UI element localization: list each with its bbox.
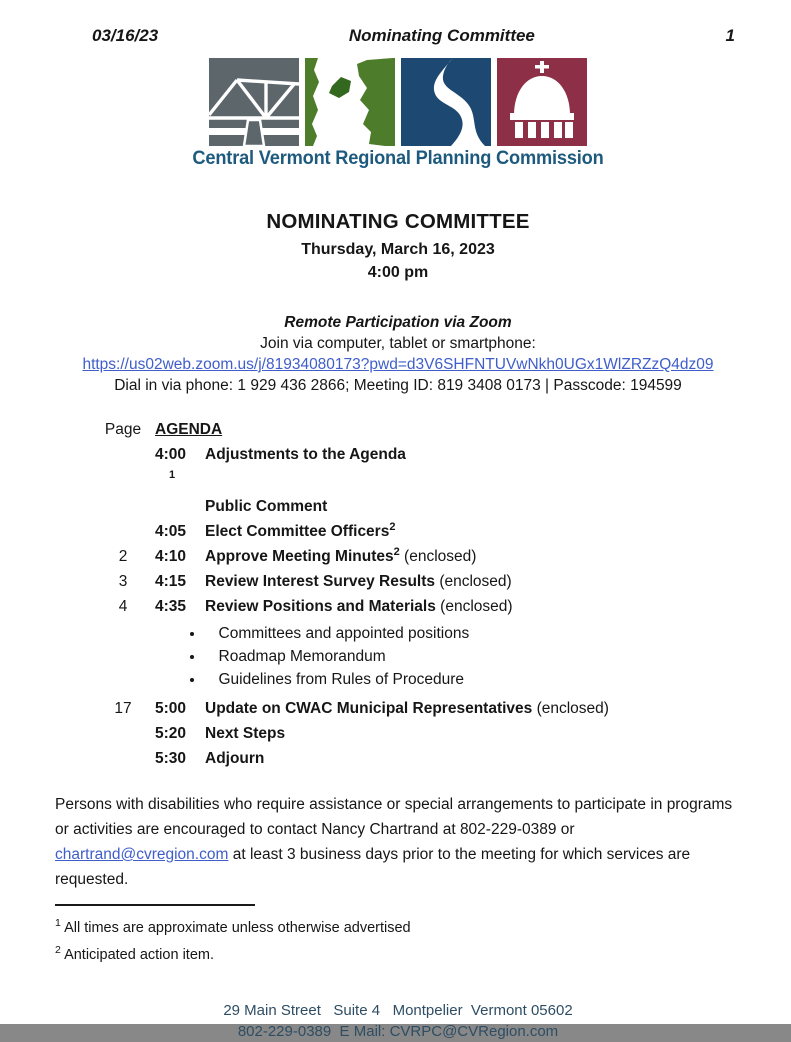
footnote-marker: 2 bbox=[55, 943, 61, 956]
agenda-item-title bbox=[198, 597, 741, 616]
agenda-time bbox=[143, 497, 198, 516]
agenda-page-number bbox=[103, 497, 143, 516]
dial-in-info: Dial in via phone: 1 929 436 2866; Meeting ID: 819 3408 0173 | Passcode: 194599 bbox=[114, 377, 682, 394]
agenda-bullet-item bbox=[190, 622, 741, 645]
agenda-row bbox=[103, 597, 741, 616]
vermont-state-icon bbox=[305, 58, 395, 146]
org-wordmark: Central Vermont Regional Planning Commission bbox=[192, 148, 604, 169]
header-page-number: 1 bbox=[725, 26, 735, 45]
zoom-meeting-link[interactable]: https://us02web.zoom.us/j/81934080173?pwd=d3V6SHFNTUVwNkh0UGx1WlZRZzQ4dz09 bbox=[82, 356, 714, 373]
contact-email-link[interactable]: chartrand@cvregion.com bbox=[55, 846, 229, 863]
agenda-time-value: 4:00 bbox=[155, 446, 187, 463]
footnotes bbox=[55, 912, 741, 966]
committee-name: NOMINATING COMMITTEE bbox=[266, 210, 530, 233]
agenda-bullet-item bbox=[190, 668, 741, 691]
running-header bbox=[55, 26, 741, 46]
agenda-time: 4:15 bbox=[155, 573, 187, 590]
agenda-item-suffix: (enclosed) bbox=[399, 548, 477, 565]
agenda-page-number: 17 bbox=[114, 700, 132, 717]
agenda-row bbox=[103, 572, 741, 591]
footnote bbox=[55, 939, 741, 966]
meeting-date: Thursday, March 16, 2023 bbox=[301, 241, 495, 258]
agenda-row bbox=[103, 724, 741, 743]
agenda-time: 4:10 bbox=[155, 548, 187, 565]
river-icon bbox=[401, 58, 491, 146]
footnote-marker: 1 bbox=[55, 917, 61, 929]
agenda-bullet-text: Roadmap Memorandum bbox=[218, 648, 386, 665]
page-column-header: Page bbox=[104, 421, 142, 438]
notice-text-before-link: Persons with disabilities who require assistance or special arrangements to participate in programs or activities are encouraged to contact Nancy Chartrand at 802-229-0389 or bbox=[55, 796, 737, 838]
remote-participation-block bbox=[55, 312, 741, 396]
agenda-row bbox=[103, 699, 741, 718]
agenda-item-title: Public Comment bbox=[205, 498, 328, 515]
footer-address: 29 Main Street Suite 4 Montpelier Vermont 05602 bbox=[223, 1001, 573, 1019]
agenda-row bbox=[103, 497, 741, 516]
agenda-item-title-text: Approve Meeting Minutes bbox=[205, 548, 394, 565]
agenda-item-title: Adjustments to the Agenda bbox=[205, 446, 406, 463]
agenda-time: 4:35 bbox=[155, 598, 187, 615]
agenda-item-title bbox=[198, 522, 741, 541]
agenda-page-number: 3 bbox=[118, 573, 128, 590]
agenda-page-number bbox=[103, 522, 143, 541]
footnote-text: All times are approximate unless otherwise advertised bbox=[60, 919, 411, 936]
footnote-divider bbox=[55, 904, 255, 906]
header-date: 03/16/23 bbox=[92, 26, 159, 45]
meeting-time: 4:00 pm bbox=[367, 264, 429, 281]
agenda-item-suffix: (enclosed) bbox=[435, 598, 513, 615]
agenda-item-suffix: (enclosed) bbox=[435, 573, 512, 590]
agenda-table bbox=[103, 420, 741, 768]
agenda-item-title-text: Review Positions and Materials bbox=[205, 598, 436, 615]
agenda-bullet-text: Committees and appointed positions bbox=[218, 625, 470, 642]
agenda-item-title: Next Steps bbox=[205, 725, 286, 742]
agenda-header-row bbox=[103, 420, 741, 439]
agenda-item-title bbox=[198, 572, 741, 591]
agenda-item-title bbox=[198, 547, 741, 566]
agenda-page-number bbox=[103, 749, 143, 768]
agenda-row bbox=[103, 749, 741, 768]
agenda-item-title-text: Update on CWAC Municipal Representatives bbox=[205, 700, 533, 717]
agenda-sub-bullets bbox=[103, 622, 741, 691]
agenda-bullet-item bbox=[190, 645, 741, 668]
footnote-marker: 2 bbox=[393, 545, 400, 558]
agenda-page-number bbox=[103, 724, 143, 743]
notice-text-after-link: at least 3 business days prior to the meeting for which services are requested. bbox=[55, 846, 695, 888]
document-footer bbox=[55, 1000, 741, 1042]
agenda-time: 5:20 bbox=[155, 725, 187, 742]
agenda-page-number bbox=[103, 445, 143, 485]
agenda-time: 5:00 bbox=[155, 700, 187, 717]
footnote-marker: 2 bbox=[389, 520, 396, 533]
footnote-marker: 1 bbox=[169, 469, 176, 481]
agenda-item-title-text: Elect Committee Officers bbox=[205, 523, 390, 540]
meeting-title-block bbox=[55, 210, 741, 282]
agenda-page-number: 4 bbox=[118, 598, 128, 615]
bridge-icon bbox=[209, 58, 299, 146]
agenda-row bbox=[103, 445, 741, 485]
agenda-bullet-text: Guidelines from Rules of Procedure bbox=[218, 671, 465, 688]
footer-contact: 802-229-0389 E Mail: CVRPC@CVRegion.com bbox=[237, 1022, 559, 1040]
agenda-time: 5:30 bbox=[155, 750, 187, 767]
agenda-item-suffix: (enclosed) bbox=[532, 700, 609, 717]
agenda-item-title: Adjourn bbox=[205, 750, 265, 767]
cvrpc-logo bbox=[55, 58, 741, 170]
agenda-row bbox=[103, 522, 741, 541]
remote-heading: Remote Participation via Zoom bbox=[284, 314, 512, 331]
header-committee-title: Nominating Committee bbox=[348, 26, 535, 45]
footnote bbox=[55, 912, 741, 939]
join-instruction: Join via computer, tablet or smartphone: bbox=[260, 335, 536, 352]
agenda-page-number: 2 bbox=[118, 548, 128, 565]
capitol-dome-icon bbox=[497, 58, 587, 146]
agenda-row bbox=[103, 547, 741, 566]
logo-tiles bbox=[209, 58, 587, 146]
agenda-list-header: AGENDA bbox=[155, 421, 223, 438]
accessibility-notice bbox=[55, 792, 741, 892]
agenda-time: 4:05 bbox=[155, 523, 187, 540]
footnote-text: Anticipated action item. bbox=[60, 946, 214, 963]
agenda-item-title-text: Review Interest Survey Results bbox=[205, 573, 436, 590]
agenda-item-title bbox=[198, 699, 741, 718]
agenda-time bbox=[143, 445, 198, 485]
